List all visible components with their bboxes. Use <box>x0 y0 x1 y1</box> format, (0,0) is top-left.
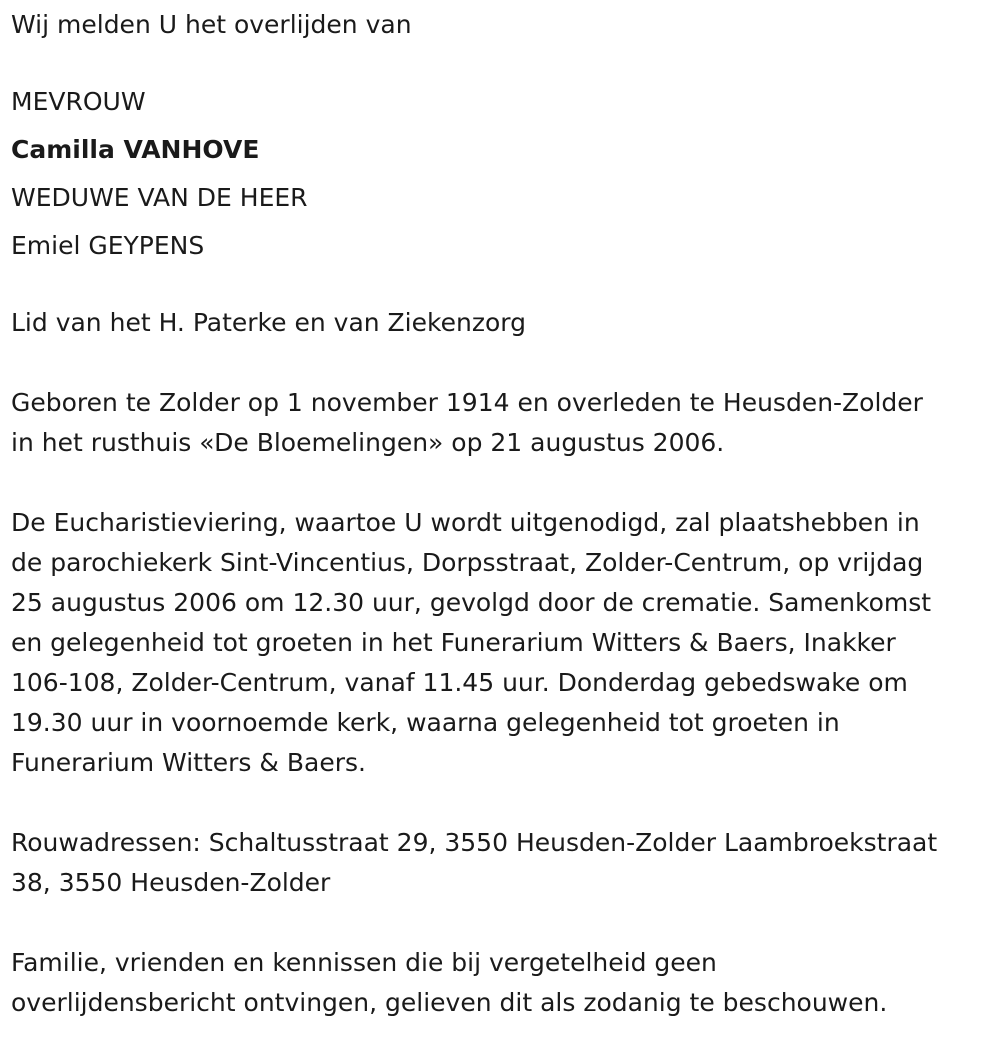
spacer <box>11 783 996 823</box>
paragraph-line: in het rusthuis «De Bloemelingen» op 21 augustus 2006. <box>11 428 725 457</box>
paragraph-line: 25 augustus 2006 om 12.30 uur, gevolgd door de crematie. Samenkomst <box>11 588 932 617</box>
spacer <box>11 270 996 303</box>
membership-text: Lid van het H. Paterke en van Ziekenzorg <box>11 308 526 337</box>
paragraph-line: 19.30 uur in voornoemde kerk, waarna gelegenheid tot groeten in <box>11 708 840 737</box>
intro-text: Wij melden U het overlijden van <box>11 10 412 39</box>
spouse-name: Emiel GEYPENS <box>11 231 205 260</box>
deceased-name: Camilla VANHOVE <box>11 135 260 164</box>
paragraph-line: 106-108, Zolder-Centrum, vanaf 11.45 uur. Donderdag gebedswake om <box>11 668 908 697</box>
spacer <box>11 903 996 943</box>
paragraph-line: Geboren te Zolder op 1 november 1914 en overleden te Heusden-Zolder <box>11 388 923 417</box>
paragraph-line: Rouwadressen: Schaltusstraat 29, 3550 Heusden-Zolder Laambroekstraat <box>11 828 938 857</box>
obituary-notice <box>11 5 996 1023</box>
ceremony-paragraph <box>11 503 996 783</box>
spacer <box>11 343 996 383</box>
paragraph-line: overlijdensbericht ontvingen, gelieven dit als zodanig te beschouwen. <box>11 988 888 1017</box>
paragraph-line: Funerarium Witters & Baers. <box>11 748 366 777</box>
paragraph-line: Familie, vrienden en kennissen die bij vergetelheid geen <box>11 948 717 977</box>
closing-paragraph <box>11 943 996 1023</box>
honorific-title: MEVROUW <box>11 87 146 116</box>
paragraph-line: en gelegenheid tot groeten in het Funerarium Witters & Baers, Inakker <box>11 628 896 657</box>
addresses-paragraph <box>11 823 996 903</box>
spacer <box>11 463 996 503</box>
spacer <box>11 45 996 78</box>
deceased-name-block <box>11 78 996 270</box>
birth-death-paragraph <box>11 383 996 463</box>
paragraph-line: 38, 3550 Heusden-Zolder <box>11 868 331 897</box>
paragraph-line: de parochiekerk Sint-Vincentius, Dorpsstraat, Zolder-Centrum, op vrijdag <box>11 548 924 577</box>
paragraph-line: De Eucharistieviering, waartoe U wordt uitgenodigd, zal plaatshebben in <box>11 508 920 537</box>
relation-text: WEDUWE VAN DE HEER <box>11 183 308 212</box>
